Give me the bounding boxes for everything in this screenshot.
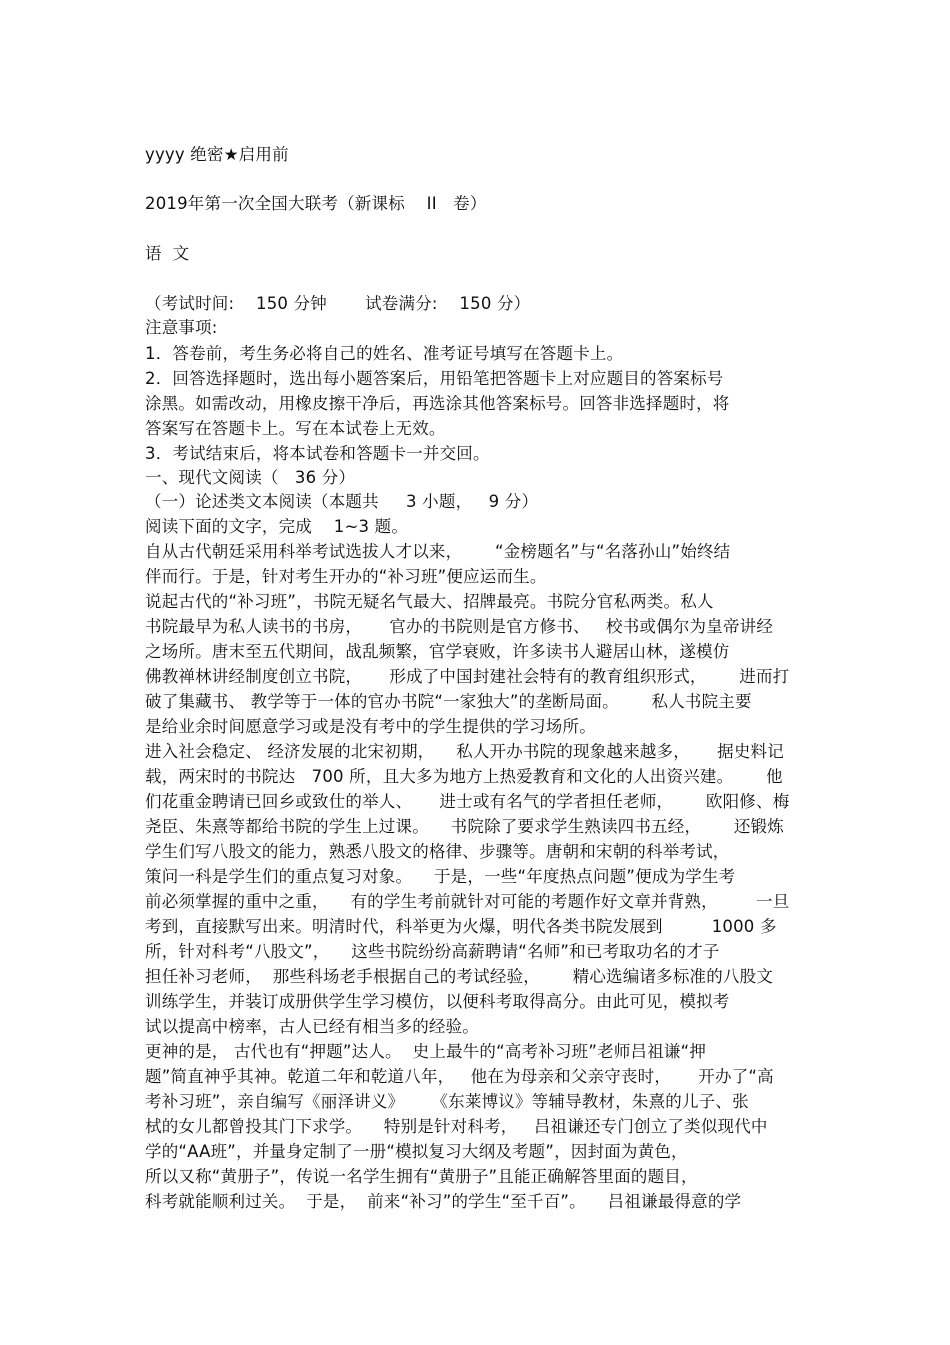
note-line: 1．答卷前，考生务必将自己的姓名、准考证号填写在答题卡上。	[145, 344, 624, 363]
passage-line: 所以又称“黄册子”，传说一名学生拥有“黄册子”且能正确解答里面的题目，	[145, 1167, 698, 1186]
note-line: 答案写在答题卡上。写在本试卷上无效。	[145, 419, 446, 438]
passage-line: 们花重金聘请已回乡或致仕的举人、 进士或有名气的学者担任老师， 欧阳修、梅	[145, 792, 790, 811]
note-line: 2．回答选择题时，选出每小题答案后，用铅笔把答题卡上对应题目的答案标号	[145, 369, 724, 388]
passage-line: 学的“AA班”，并量身定制了一册“模拟复习大纲及考题”，因封面为黄色，	[145, 1142, 688, 1161]
note-line: 涂黑。如需改动，用橡皮擦干净后，再选涂其他答案标号。回答非选择题时，将	[145, 394, 730, 413]
reading-prompt: 阅读下面的文字，完成 1~3 题。	[145, 517, 409, 536]
passage-line: 载，两宋时的书院达 700 所，且大多为地方上热爱教育和文化的人出资兴建。 他	[145, 767, 783, 786]
passage-line: 策问一科是学生们的重点复习对象。 于是，一些“年度热点问题”便成为学生考	[145, 867, 736, 886]
sub-heading: （一）论述类文本阅读（本题共 3 小题， 9 分）	[145, 492, 539, 511]
secret-label: yyyy 绝密★启用前	[145, 145, 289, 164]
passage-line: 之场所。唐末至五代期间，战乱频繁，官学衰败，许多读书人避居山林，遂模仿	[145, 642, 730, 661]
passage-line: 所，针对科考“八股文”， 这些书院纷纷高薪聘请“名师”和已考取功名的才子	[145, 942, 720, 961]
passage-line: 更神的是， 古代也有“押题”达人。 史上最牛的“高考补习班”老师吕祖谦“押	[145, 1042, 707, 1061]
passage-line: 伴而行。于是，针对考生开办的“补习班”便应运而生。	[145, 567, 547, 586]
passage-line: 试以提高中榜率，古人已经有相当多的经验。	[145, 1017, 479, 1036]
subject-title: 语 文	[145, 244, 190, 263]
passage-line: 担任补习老师， 那些科场老手根据自己的考试经验， 精心选编诸多标准的八股文	[145, 967, 774, 986]
passage-line: 说起古代的“补习班”，书院无疑名气最大、招牌最亮。书院分官私两类。私人	[145, 592, 714, 611]
passage-line: 破了集藏书、 教学等于一体的官办书院“一家独大”的垄断局面。 私人书院主要	[145, 692, 752, 711]
exam-title: 2019年第一次全国大联考（新课标 II 卷）	[145, 194, 487, 213]
part-heading: 一、现代文阅读（ 36 分）	[145, 468, 356, 487]
passage-line: 进入社会稳定、 经济发展的北宋初期， 私人开办书院的现象越来越多， 据史料记	[145, 742, 784, 761]
passage-line: 是给业余时间愿意学习或是没有考中的学生提供的学习场所。	[145, 717, 596, 736]
passage-line: 尧臣、朱熹等都给书院的学生上过课。 书院除了要求学生熟读四书五经， 还锻炼	[145, 817, 784, 836]
passage-line: 考补习班”，亲自编写《丽泽讲义》 《东莱博议》等辅导教材，朱熹的儿子、张	[145, 1092, 749, 1111]
passage-line: 前必须掌握的重中之重， 有的学生考前就针对可能的考题作好文章并背熟， 一旦	[145, 892, 790, 911]
exam-time-info: （考试时间: 150 分钟 试卷满分: 150 分）	[145, 294, 531, 313]
passage-line: 佛教禅林讲经制度创立书院， 形成了中国封建社会特有的教育组织形式， 进而打	[145, 667, 790, 686]
passage-line: 学生们写八股文的能力，熟悉八股文的格律、步骤等。唐朝和宋朝的科举考试，	[145, 842, 730, 861]
passage-line: 题”简直神乎其神。乾道二年和乾道八年， 他在为母亲和父亲守丧时， 开办了“高	[145, 1067, 774, 1086]
passage-line: 训练学生，并装订成册供学生学习模仿，以便科考取得高分。由此可见，模拟考	[145, 992, 730, 1011]
passage-line: 自从古代朝廷采用科举考试选拔人才以来， “金榜题名”与“名落孙山”始终结	[145, 542, 731, 561]
passage-line: 考到，直接默写出来。明清时代，科举更为火爆，明代各类书院发展到 1000 多	[145, 917, 777, 936]
passage-line: 栻的女儿都曾投其门下求学。 特别是针对科考， 吕祖谦还专门创立了类似现代中	[145, 1117, 768, 1136]
note-line: 3．考试结束后，将本试卷和答题卡一并交回。	[145, 444, 490, 463]
notes-heading: 注意事项:	[145, 318, 218, 337]
passage-line: 科考就能顺利过关。 于是， 前来“补习”的学生“至千百”。 吕祖谦最得意的学	[145, 1192, 742, 1211]
passage-line: 书院最早为私人读书的书房， 官办的书院则是官方修书、 校书或偶尔为皇帝讲经	[145, 617, 774, 636]
